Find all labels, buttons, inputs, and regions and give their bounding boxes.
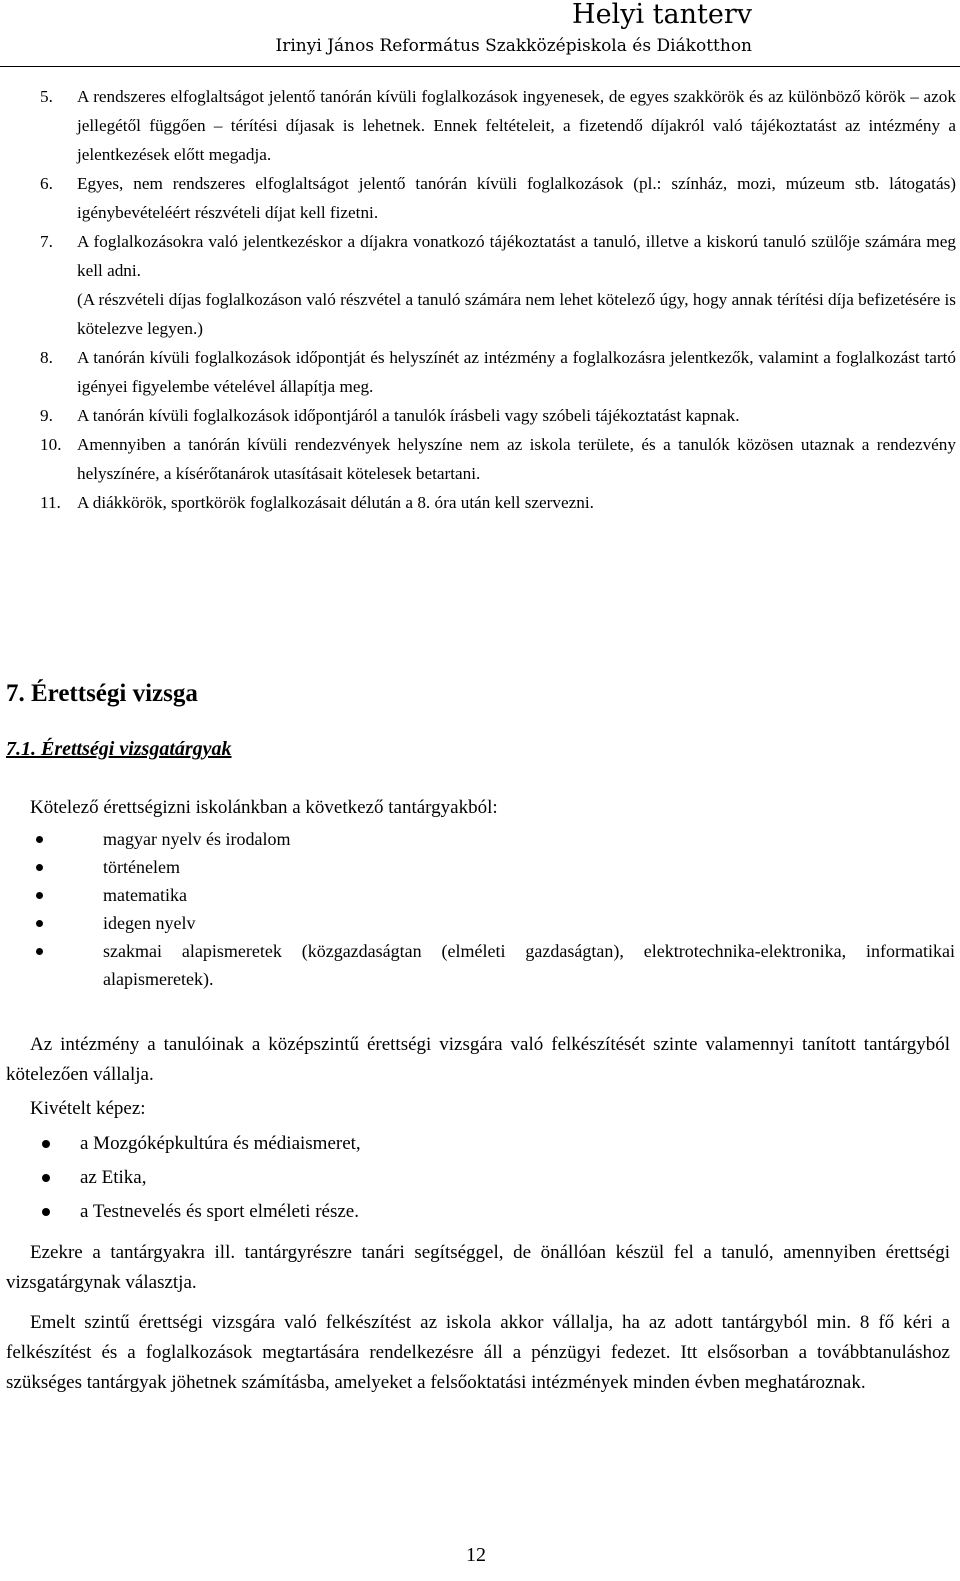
exceptions-label: Kivételt képez: xyxy=(30,1098,146,1119)
subject-item: idegen nyelv xyxy=(103,909,955,937)
rule-text: Amennyiben a tanórán kívüli rendezvények helyszíne nem az iskola területe, és a tanulók közösen utaznak a rendezvény helyszínére, a kísérőtanárok utasításait kötelesek betartani. xyxy=(77,435,956,483)
rule-item xyxy=(6,430,956,488)
exception-item: az Etika, xyxy=(80,1161,950,1195)
rule-number: 11. xyxy=(40,493,61,512)
rule-item xyxy=(6,343,956,401)
rule-item xyxy=(6,227,956,343)
subject-item: történelem xyxy=(103,853,955,881)
subjects-list xyxy=(103,825,955,993)
rule-item xyxy=(6,169,956,227)
subjects-intro: Kötelező érettségizni iskolánkban a következő tantárgyakból: xyxy=(30,797,498,818)
rule-number: 6. xyxy=(40,174,53,193)
exception-item: a Testnevelés és sport elméleti része. xyxy=(80,1195,950,1229)
rule-number: 7. xyxy=(40,232,53,251)
advanced-level-paragraph: Emelt szintű érettségi vizsgára való felkészítést az iskola akkor vállalja, ha az adott tantárgyból min. 8 fő kéri a felkészítést és a foglalkozások megtartására rendelkezésre áll a pénzügyi fedezet. Itt elsősorban a továbbtanuláshoz szükséges tantárgyak jöhetnek számításba, amelyeket a felsőoktatási intézmények minden évben meghatároznak. xyxy=(6,1312,950,1393)
rule-number: 10. xyxy=(40,435,62,454)
section-title: 7. Érettségi vizsga xyxy=(6,680,198,707)
subject-item: szakmai alapismeretek (közgazdaságtan (elméleti gazdaságtan), elektrotechnika-elektronika, informatikai alapismeretek). xyxy=(103,937,955,993)
rule-item xyxy=(6,82,956,169)
page-number: 12 xyxy=(466,1544,486,1566)
rule-text: A foglalkozásokra való jelentkezéskor a díjakra vonatkozó tájékoztatást a tanuló, illetve a kiskorú tanuló szülője számára meg kell adni. xyxy=(77,232,956,280)
subject-item: magyar nyelv és irodalom xyxy=(103,825,955,853)
rule-number: 9. xyxy=(40,406,53,425)
rule-note: (A részvételi díjas foglalkozáson való részvétel a tanuló számára nem lehet kötelező úgy, hogy annak térítési díja befizetésére is kötelezve legyen.) xyxy=(77,290,956,338)
header-subtitle: Irinyi János Református Szakközépiskola és Diákotthon xyxy=(275,36,752,56)
exceptions-list xyxy=(80,1127,950,1229)
exception-item: a Mozgóképkultúra és médiaismeret, xyxy=(80,1127,950,1161)
rule-number: 5. xyxy=(40,87,53,106)
subject-item: matematika xyxy=(103,881,955,909)
rule-item xyxy=(6,488,956,517)
subsection-title: 7.1. Érettségi vizsgatárgyak xyxy=(6,738,232,760)
header-title: Helyi tanterv xyxy=(572,0,752,30)
rule-text: Egyes, nem rendszeres elfoglaltságot jelentő tanórán kívüli foglalkozások (pl.: színház, mozi, múzeum stb. látogatás) igénybevételéért részvételi díjat kell fizetni. xyxy=(77,174,956,222)
rule-text: A tanórán kívüli foglalkozások időpontját és helyszínét az intézmény a foglalkozásra jelentkezők, valamint a foglalkozást tartó igényei figyelembe vételével állapítja meg. xyxy=(77,348,956,396)
page-header xyxy=(0,0,960,67)
rules-list xyxy=(6,82,956,517)
rule-number: 8. xyxy=(40,348,53,367)
rule-text: A rendszeres elfoglaltságot jelentő tanórán kívüli foglalkozások ingyenesek, de egyes szakkörök és az különböző körök – azok jellegétől függően – térítési díjasak is lehetnek. Ennek feltételeit, a fizetendő díjakról való tájékoztatást az intézmény a jelentkezések előtt megadja. xyxy=(77,87,956,164)
rule-item xyxy=(6,401,956,430)
rule-text: A tanórán kívüli foglalkozások időpontjáról a tanulók írásbeli vagy szóbeli tájékoztatást kapnak. xyxy=(77,406,740,425)
preparation-paragraph: Az intézmény a tanulóinak a középszintű érettségi vizsgára való felkészítését szinte valamennyi tanított tantárgyból kötelezően vállalja. xyxy=(6,1034,950,1085)
self-study-paragraph: Ezekre a tantárgyakra ill. tantárgyrészre tanári segítséggel, de önállóan készül fel a tanuló, amennyiben érettségi vizsgatárgynak választja. xyxy=(6,1242,950,1293)
rule-text: A diákkörök, sportkörök foglalkozásait délután a 8. óra után kell szervezni. xyxy=(77,493,594,512)
